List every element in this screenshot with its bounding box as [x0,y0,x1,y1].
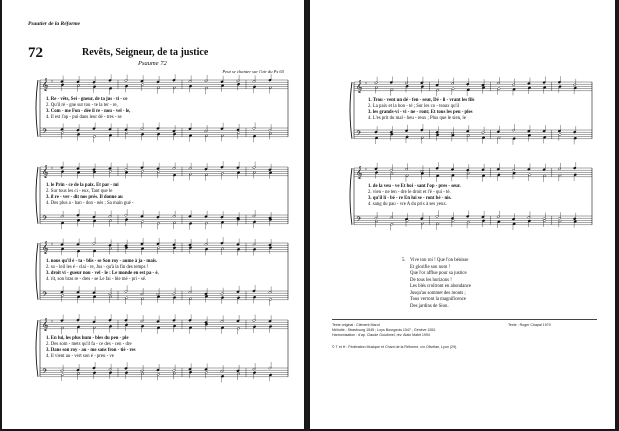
stanza-line: Des jardins de Sion. [410,303,449,309]
lyric-line: 1. En lui, les plus hum - bles du peu - ple [46,336,129,341]
bass-clef: 𝄢 [356,215,362,225]
bass-clef: 𝄢 [42,127,48,137]
bass-clef: 𝄢 [42,367,48,377]
stanza-line: Jusqu'au sommet des monts ; [410,290,466,296]
credit-melodie: Mélodie : Strasbourg 1545 ; Loys Bourgeois 1547 ; Genève 1551 [332,328,436,332]
lyrics-block [46,97,130,121]
treble-clef: 𝄞 [42,318,49,331]
key-signature: ♯ [51,318,53,324]
key-signature: ♯ [365,166,367,172]
lyric-line: 2. Des som - mets qu'il fa - ce des - cen - dre [46,342,132,347]
left-page [2,0,304,429]
credit-copyright: © T et H : Fédération Musique et Chant de la Réforme, c/o Olivétan, Lyon (29). [332,345,458,349]
credit-harmonisation: Harmonisation : d'ap. Claude Goudimel, rév. Alain Mabit 1994 [332,333,430,337]
treble-clef: 𝄞 [42,241,49,254]
lyrics-block [368,184,461,208]
lyrics-block [368,98,474,122]
treble-clef: 𝄞 [356,166,363,179]
lyric-line: 4. Des plus a - ban - don - nés ; Sa main gué - [46,201,134,206]
lyric-line: 3. Dans son roy - au - me sans fron - tiè - res [46,348,136,353]
bass-clef: 𝄢 [42,214,48,224]
song-title: Revêts, Seigneur, de ta justice [82,47,209,58]
lyric-line: 4. Il vient au - vert son é - preu - ve [46,354,114,359]
brace [350,168,352,225]
stanza-number: 5. [402,258,406,263]
credits-left [332,323,436,338]
lyric-line: 3. qu'il li - bé - re En lui se - ront bé - nis. [368,196,452,201]
brace [36,80,38,137]
lyric-line: 2. so - leil les é - clai - re, Jus - qu'à la fin des temps ! [46,265,149,270]
treble-clef: 𝄞 [42,78,49,91]
lyric-line: 2. vien - ne ten - dre le droit et l'é - qui - té. [368,190,451,195]
credits-divider [332,319,597,320]
bass-clef: 𝄢 [42,290,48,300]
stanza-line: Les blés croîtront en abondance [410,284,472,289]
brace [36,243,38,300]
lyric-line: 1. Trou - vent un dé - fen - seur, Dé - li - vrant les fils [368,98,475,103]
lyric-line: 3. Com - me Fon - dée il re - nou - vel - le, [46,109,131,114]
lyric-line: 3. droit vi - gueur nou - vel - le : Le monde en est pa - é. [46,271,159,276]
credit-texte: Texte : Roger Chapal 1970 [508,323,551,327]
brace [36,167,38,224]
stanza-line: Vive ton roi ! Que l'on bénisse [410,258,469,263]
key-signature: ♯ [51,165,53,171]
lyric-line: 4. rit, son bras re - dres - se Le fai - ble mé - pri - sé. [46,277,147,282]
stanza-5 [402,258,472,310]
lyric-line: 2. La paix et la bon - té ; Sur les co - teaux qu'il [368,104,460,109]
key-signature: ♯ [51,241,53,247]
lyric-line: 3. il re - ver - dit nos prés. Il donne au [46,195,123,200]
stanza-line: Tous verront la magnificence [410,297,467,302]
page-header: Psautier de la Réforme [28,21,81,27]
bass-clef: 𝄢 [356,129,362,139]
lyric-line: 1. nous qu'il é - ta - blis - se Son roy - aume à ja - mais. [46,259,158,264]
key-signature: ♯ [365,80,367,86]
lyrics-block [46,259,159,283]
credit-texte-original: Texte original : Clément Marot [332,323,380,327]
brace [350,82,352,139]
lyrics-block [46,183,134,207]
lyrics-block [46,336,136,360]
stanza-line: De tous les horizons ! [410,277,452,283]
credits-copyright [332,345,457,350]
lyric-line: 2. Sur tous les ci - eux, Tant que le [46,189,113,194]
lyric-line: 4. sang du pau - vre A du prix à ses yeux. [368,202,448,207]
brace [36,320,38,377]
lyric-line: 3. les grands-vi - vi - ne - ront; Et tous les peu - ples [368,110,473,115]
lyric-line: 4. Il est l'ap - pui dans leur dé - tres - se [46,115,122,120]
song-subtitle: Psaume 72 [138,60,167,67]
tune-note: Peut se chanter sur l'air du Ps 65 [222,69,284,74]
treble-clef: 𝄞 [42,165,49,178]
stanza-line: Que l'or afflue pour sa justice [410,271,467,276]
lyric-line: 4. L'es prit du mal - heu - reux ; Plus que le sien, le [368,116,466,121]
psalm-number: 72 [28,45,43,61]
lyric-line: 1. Re - vêts, Sei - gneur, de ta jus - ti - ce [46,97,128,102]
right-page [310,0,615,429]
lyric-line: 1. de la veu - ve Et boi - sant l'op - pres - seur. [368,184,461,189]
treble-clef: 𝄞 [356,80,363,93]
lyric-line: 1. le Prin - ce de la paix. Et par - mi [46,183,119,188]
credits-right [508,323,551,328]
key-signature: ♯ [51,78,53,84]
lyric-line: 2. Qu'il rè - gne sur tou - te la ter - re, [46,103,118,108]
stanza-line: Et glorifie son nom ! [410,264,450,270]
